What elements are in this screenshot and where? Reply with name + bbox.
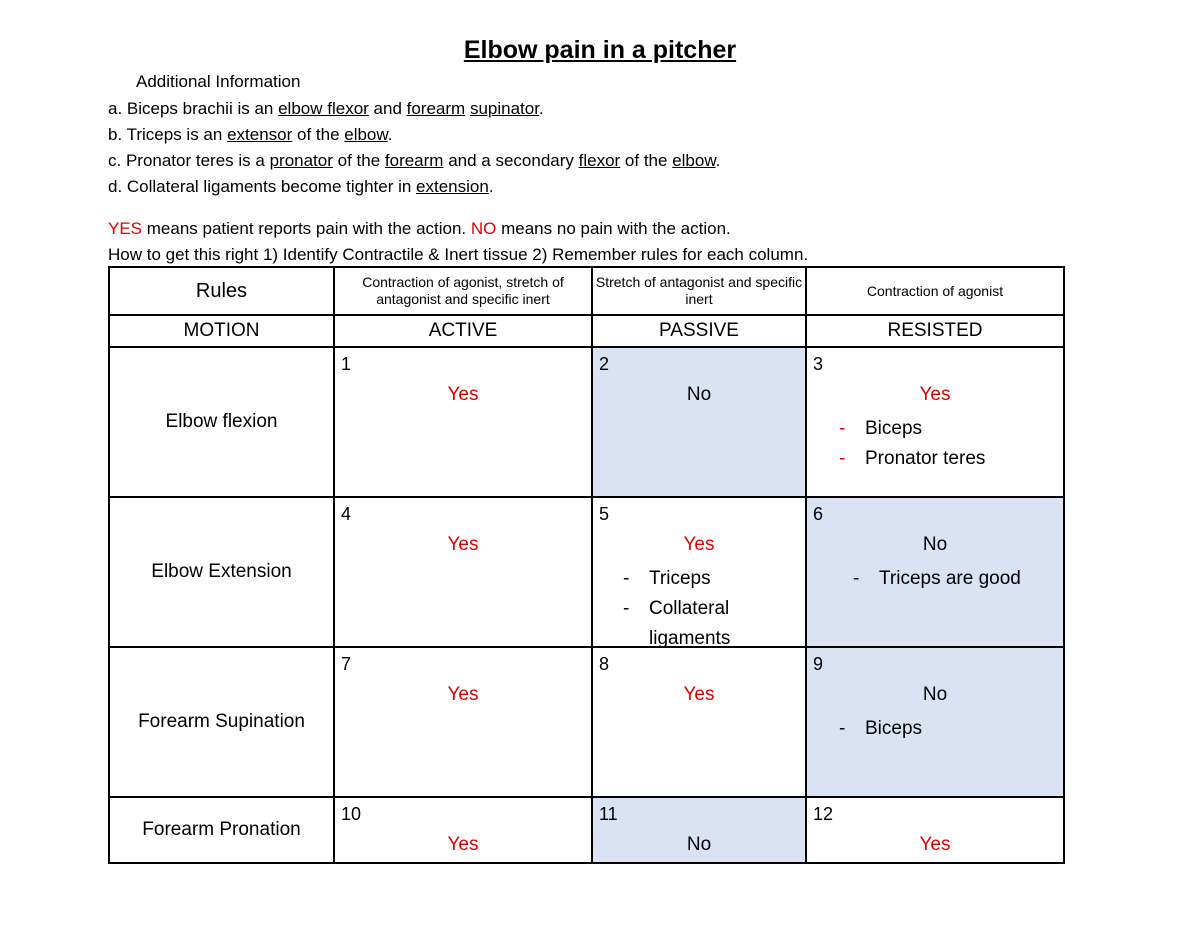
table-row [109, 647, 1064, 797]
list-item: ligaments [649, 628, 731, 649]
cell-number: 11 [599, 804, 618, 824]
page-title: Elbow pain in a pitcher [463, 36, 737, 64]
cell-number: 4 [341, 504, 352, 524]
cell-value: Yes [447, 684, 479, 705]
table-row [109, 497, 1064, 647]
cell-value: Yes [683, 534, 715, 555]
table-row [109, 347, 1064, 497]
cell-number: 5 [599, 504, 610, 524]
list-item: - Pronator teres [839, 448, 986, 469]
table-cell [806, 347, 1064, 497]
cell-value: Yes [447, 834, 479, 855]
table-cell [806, 797, 1064, 863]
rule-active: Contraction of agonist, stretch of antagonist and specific inert [334, 267, 592, 315]
cell-value: No [686, 834, 712, 855]
rules-row [109, 267, 1064, 315]
table-cell [334, 347, 592, 497]
row-label: Elbow flexion [109, 347, 334, 497]
table-cell [334, 797, 592, 863]
cell-value: No [686, 384, 712, 405]
column-resisted: RESISTED [806, 315, 1064, 347]
row-label: Forearm Supination [109, 647, 334, 797]
legend-line: YES means patient reports pain with the action. NO means no pain with the action. [108, 219, 731, 238]
motion-header-row [109, 315, 1064, 347]
cell-number: 12 [813, 804, 834, 824]
cell-items [839, 714, 922, 744]
column-active: ACTIVE [334, 315, 592, 347]
table-cell [592, 497, 806, 647]
table-cell [592, 347, 806, 497]
table-cell [592, 647, 806, 797]
cell-number: 1 [341, 354, 352, 374]
row-label: Elbow Extension [109, 497, 334, 647]
cell-number: 8 [599, 654, 610, 674]
cell-items [623, 564, 730, 654]
cell-value: Yes [919, 384, 951, 405]
rule-resisted: Contraction of agonist [806, 267, 1064, 315]
row-label: Forearm Pronation [109, 797, 334, 863]
motion-label: MOTION [109, 315, 334, 347]
additional-info-heading: Additional Information [136, 72, 301, 91]
info-line-c: c. Pronator teres is a pronator of the forearm and a secondary flexor of the elbow. [108, 151, 721, 170]
table-cell [806, 497, 1064, 647]
cell-value: Yes [683, 684, 715, 705]
table-cell [334, 497, 592, 647]
cell-items [839, 414, 985, 474]
table-row [109, 797, 1064, 863]
info-line-d: d. Collateral ligaments become tighter in extension. [108, 177, 494, 196]
table-cell [592, 797, 806, 863]
cell-number: 6 [813, 504, 824, 524]
column-passive: PASSIVE [592, 315, 806, 347]
rules-label: Rules [109, 267, 334, 315]
list-item: - Biceps [839, 418, 923, 439]
cell-number: 3 [813, 354, 824, 374]
cell-value: Yes [919, 834, 951, 855]
cell-number: 2 [599, 354, 610, 374]
table-cell [806, 647, 1064, 797]
cell-number: 9 [813, 654, 824, 674]
cell-items [853, 564, 1021, 594]
motion-table [108, 266, 1065, 864]
rule-passive: Stretch of antagonist and specific inert [592, 267, 806, 315]
info-line-b: b. Triceps is an extensor of the elbow. [108, 125, 393, 144]
info-line-a: a. Biceps brachii is an elbow flexor and forearm supinator. [108, 99, 544, 118]
cell-value: No [922, 534, 948, 555]
cell-number: 7 [341, 654, 352, 674]
list-item: - Collateral [623, 598, 730, 619]
cell-number: 10 [341, 804, 362, 824]
list-item: - Triceps are good [853, 568, 1021, 589]
list-item: - Triceps [623, 568, 711, 589]
list-item: - Biceps [839, 718, 923, 739]
howto-line: How to get this right 1) Identify Contractile & Inert tissue 2) Remember rules for each column. [108, 245, 809, 264]
cell-value: No [922, 684, 948, 705]
table-cell [334, 647, 592, 797]
cell-value: Yes [447, 534, 479, 555]
cell-value: Yes [447, 384, 479, 405]
